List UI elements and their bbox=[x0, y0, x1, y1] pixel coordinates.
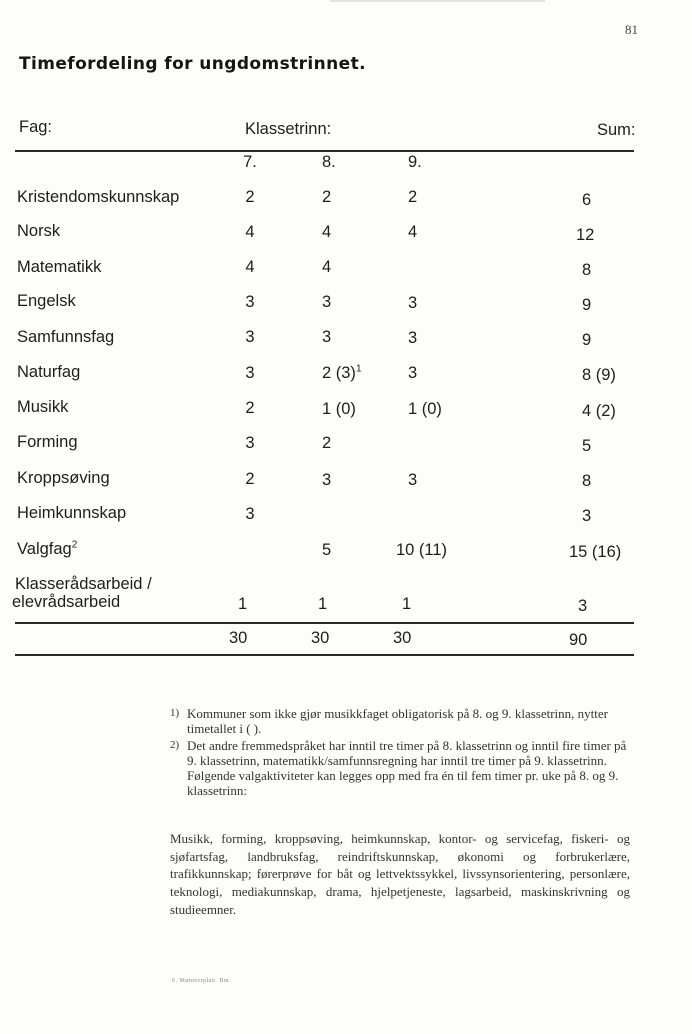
sum-value: 5 bbox=[582, 437, 592, 455]
sum-value: 9 bbox=[582, 331, 592, 349]
footnote-text: Det andre fremmedspråket har inntil tre timer på 8. klassetrinn og inntil fire timer på 9. klassetrinn, matematikk/samfunnsregning har inntil tre timer på 9. klassetrinn. Følgende valgaktiviteter kan legges opp med fra én til fem timer pr. uke på 8. og 9. klassetrinn: bbox=[187, 738, 627, 798]
grade-8-header: 8. bbox=[322, 153, 336, 171]
header-subject: Fag: bbox=[19, 118, 53, 136]
grade-9-value: 10 (11) bbox=[396, 541, 448, 559]
subject-name: Forming bbox=[17, 433, 78, 451]
footnote-mark: 1) bbox=[170, 707, 180, 719]
grade-9-value: 2 bbox=[408, 188, 418, 206]
grade-7-value: 2 bbox=[245, 188, 255, 206]
grade-9-value: 1 (0) bbox=[408, 400, 442, 418]
sum-value: 8 (9) bbox=[582, 366, 616, 384]
grade-9-value: 1 bbox=[402, 595, 412, 613]
grade-9-value: 4 bbox=[408, 223, 418, 241]
grade-7-value: 3 bbox=[245, 328, 255, 346]
subject-text: Valgfag bbox=[17, 540, 72, 558]
grade-7-value: 2 bbox=[245, 399, 255, 417]
grade-7-header: 7. bbox=[243, 153, 257, 171]
grade-8-value: 2 bbox=[322, 188, 332, 206]
footnote-1-marker: 1 bbox=[355, 363, 362, 375]
grade-9-value: 3 bbox=[408, 471, 418, 489]
subject-name: Heimkunnskap bbox=[17, 504, 127, 522]
footnote-text: Kommuner som ikke gjør musikkfaget obligatorisk på 8. og 9. klassetrinn, nytter timetallet i ( ). bbox=[187, 706, 608, 736]
subject-name-line1: Klasserådsarbeid / bbox=[15, 575, 152, 593]
subject-name: Kroppsøving bbox=[17, 469, 110, 487]
grade-9-header: 9. bbox=[408, 153, 422, 171]
sum-value: 3 bbox=[582, 507, 592, 525]
grade-8-value bbox=[322, 364, 362, 383]
totals-rule bbox=[15, 622, 634, 624]
grade-9-value: 3 bbox=[408, 364, 418, 382]
grade-8-value: 1 bbox=[318, 595, 328, 613]
grade-7-value: 1 bbox=[238, 595, 248, 613]
grade-9-value: 3 bbox=[408, 329, 418, 347]
grade-8-value: 3 bbox=[322, 471, 332, 489]
footnotes bbox=[162, 706, 634, 800]
subject-name: Naturfag bbox=[17, 363, 81, 381]
header-rule bbox=[15, 150, 634, 152]
grade-7-value: 4 bbox=[245, 258, 255, 276]
footnote-2 bbox=[162, 738, 634, 798]
grade-9-value: 3 bbox=[408, 294, 418, 312]
footnote-2-marker: 2 bbox=[71, 539, 78, 551]
grade-7-value: 3 bbox=[245, 505, 255, 523]
page-number: 81 bbox=[625, 22, 638, 37]
grade-7-value: 3 bbox=[245, 434, 255, 452]
top-edge-rule bbox=[330, 0, 545, 2]
grade-8-value: 3 bbox=[322, 328, 332, 346]
sum-value: 3 bbox=[578, 597, 588, 615]
subject-name: Matematikk bbox=[17, 258, 102, 276]
subject-name: Musikk bbox=[17, 398, 69, 416]
total-sum: 90 bbox=[569, 631, 588, 649]
page-title: Timefordeling for ungdomstrinnet. bbox=[19, 54, 366, 74]
sum-value: 6 bbox=[582, 191, 592, 209]
sum-value: 8 bbox=[582, 472, 592, 490]
grade-8-text: 2 (3) bbox=[322, 364, 356, 382]
grade-8-value: 4 bbox=[322, 258, 332, 276]
subject-name: Kristendomskunnskap bbox=[17, 188, 180, 206]
sum-value: 12 bbox=[576, 226, 595, 244]
subject-name: Norsk bbox=[17, 222, 61, 240]
footnote-1 bbox=[162, 706, 634, 736]
imprint-line: 6. Mønsterplan. Bm. bbox=[172, 978, 231, 984]
grade-8-value: 2 bbox=[322, 434, 332, 452]
total-grade-8: 30 bbox=[311, 629, 330, 647]
grade-8-value: 5 bbox=[322, 541, 332, 559]
total-grade-9: 30 bbox=[393, 629, 412, 647]
sum-value: 9 bbox=[582, 296, 592, 314]
subject-name bbox=[17, 540, 77, 559]
grade-7-value: 3 bbox=[245, 293, 255, 311]
header-grades: Klassetrinn: bbox=[245, 120, 332, 138]
grade-7-value: 2 bbox=[245, 470, 255, 488]
sum-value: 15 (16) bbox=[569, 543, 622, 561]
sum-value: 8 bbox=[582, 261, 592, 279]
total-grade-7: 30 bbox=[229, 629, 248, 647]
electives-paragraph: Musikk, forming, kroppsøving, heimkunnskap, kontor- og servicefag, fiskeri- og sjøfartsfag, landbruksfag, reindriftskunnskap, økonomi og forbrukerlære, trafikkunnskap; førerprøve for båt og lettvektssykkel, livssynsorientering, personlære, teknologi, mediakunnskap, drama, hjelpetjeneste, lagsarbeid, maskinskrivning og studieemner. bbox=[170, 831, 630, 917]
sum-value: 4 (2) bbox=[582, 402, 616, 420]
grade-8-value: 4 bbox=[322, 223, 332, 241]
subject-name: Engelsk bbox=[17, 292, 76, 310]
grade-8-value: 1 (0) bbox=[322, 400, 356, 418]
bottom-rule bbox=[15, 654, 634, 656]
grade-7-value: 3 bbox=[245, 364, 255, 382]
subject-name: Samfunnsfag bbox=[17, 328, 115, 346]
subject-name-line2: elevrådsarbeid bbox=[12, 593, 121, 611]
header-sum: Sum: bbox=[597, 121, 636, 139]
grade-7-value: 4 bbox=[245, 223, 255, 241]
grade-8-value: 3 bbox=[322, 293, 332, 311]
footnote-mark: 2) bbox=[170, 739, 180, 751]
